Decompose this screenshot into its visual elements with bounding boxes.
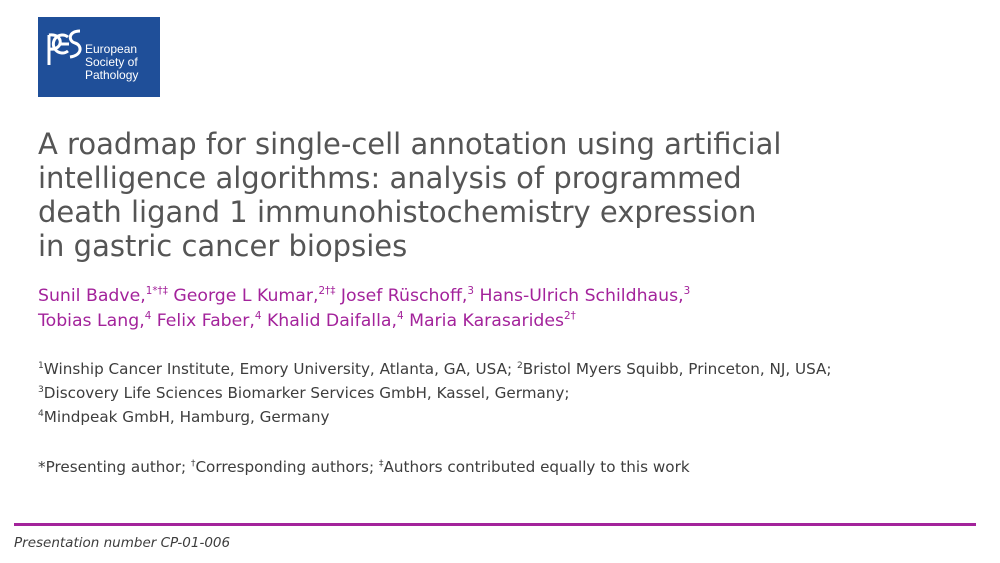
author-name: Tobias Lang, — [38, 311, 145, 331]
author-name: Josef Rüschoff, — [340, 286, 468, 306]
affiliation-line — [38, 381, 978, 405]
author-line — [38, 284, 978, 309]
author-name: Felix Faber, — [156, 311, 255, 331]
esp-logo-icon — [46, 25, 86, 67]
affiliation-text: Discovery Life Sciences Biomarker Services GmbH, Kassel, Germany; — [43, 384, 570, 402]
affiliation-list — [38, 357, 978, 429]
affiliation-text: Mindpeak GmbH, Hamburg, Germany — [43, 408, 330, 426]
author-affiliation-marker: 2†‡ — [318, 285, 336, 298]
note-text: Corresponding authors; — [195, 458, 375, 476]
logo-line: Pathology — [85, 68, 139, 82]
title-line: death ligand 1 immunohistochemistry expression — [38, 195, 757, 229]
author-name: Khalid Daifalla, — [266, 311, 397, 331]
author-affiliation-marker: 2† — [563, 310, 576, 323]
affiliation-line — [38, 405, 978, 429]
author-notes — [38, 455, 690, 479]
poster-title — [38, 127, 938, 263]
affiliation-marker: 1 — [38, 360, 44, 371]
footer-divider — [14, 523, 976, 526]
logo-line: European — [85, 42, 138, 56]
author-line — [38, 309, 978, 334]
title-line: intelligence algorithms: analysis of programmed — [38, 161, 742, 195]
affiliation-line — [38, 357, 978, 381]
author-affiliation-marker: 1*†‡ — [145, 285, 168, 298]
author-affiliation-marker: 4 — [254, 310, 262, 323]
affiliation-marker: 4 — [38, 408, 44, 419]
note-marker: ‡ — [378, 458, 384, 469]
note-marker: † — [190, 458, 196, 469]
author-affiliation-marker: 4 — [396, 310, 404, 323]
author-affiliation-marker: 4 — [144, 310, 152, 323]
author-name: Hans-Ulrich Schildhaus, — [479, 286, 684, 306]
esp-logo — [38, 17, 160, 97]
author-affiliation-marker: 3 — [467, 285, 474, 298]
author-name: Sunil Badve, — [38, 286, 146, 306]
author-name: Maria Karasarides — [409, 311, 564, 331]
author-list — [38, 284, 978, 334]
affiliation-marker: 3 — [38, 384, 44, 395]
logo-line: Society of — [85, 55, 138, 69]
affiliation-text: Bristol Myers Squibb, Princeton, NJ, USA; — [522, 360, 832, 378]
author-name: George L Kumar, — [173, 286, 319, 306]
author-affiliation-marker: 3 — [683, 285, 691, 298]
title-line: in gastric cancer biopsies — [38, 229, 408, 263]
note-text: *Presenting author; — [38, 458, 187, 476]
affiliation-text: Winship Cancer Institute, Emory University, Atlanta, GA, USA; — [43, 360, 513, 378]
presentation-number: Presentation number CP-01-006 — [14, 535, 231, 551]
note-text: Authors contributed equally to this work — [383, 458, 690, 476]
title-line: A roadmap for single-cell annotation using artificial — [38, 127, 782, 161]
affiliation-marker: 2 — [516, 360, 523, 371]
logo-text — [85, 43, 138, 82]
